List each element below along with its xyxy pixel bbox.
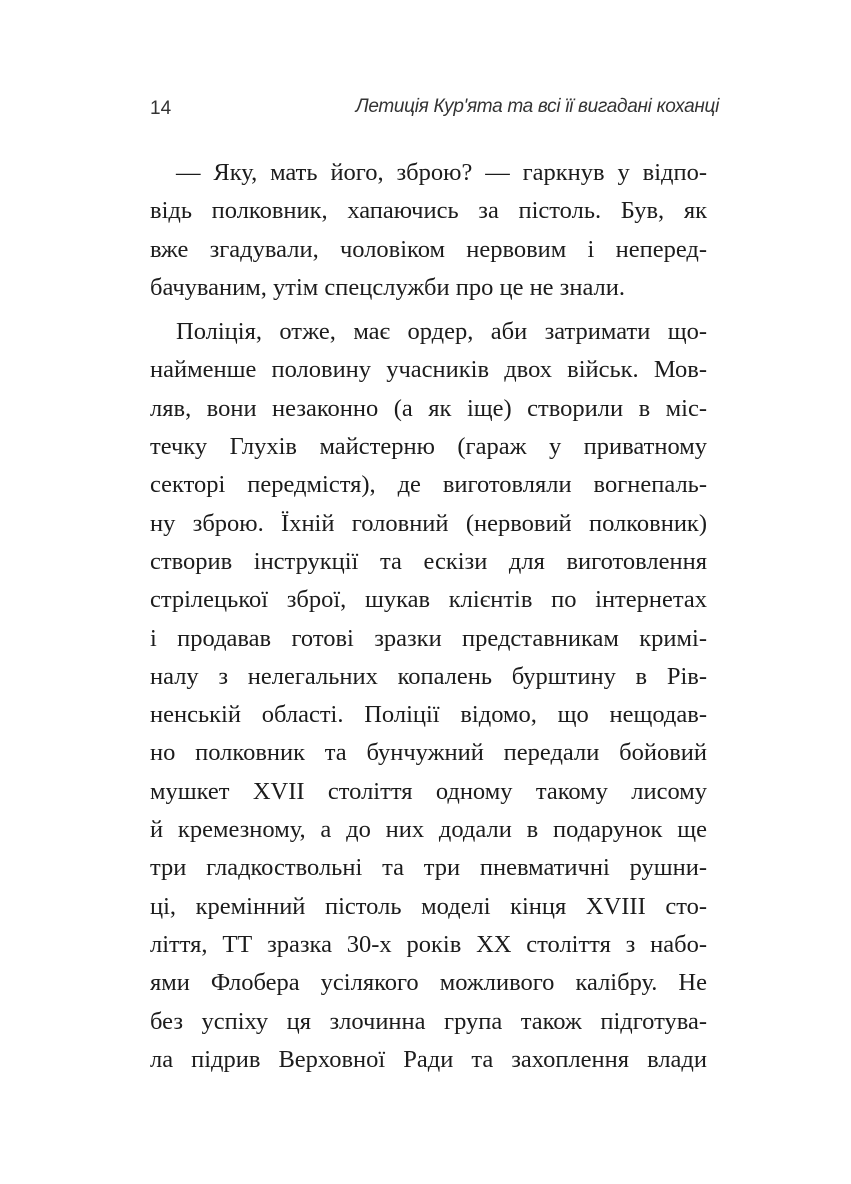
text-line: створив інструкції та ескізи для виготовлення <box>150 547 707 575</box>
text-line: і продавав готові зразки представникам кримі- <box>150 624 707 652</box>
text-line: ями Флобера усілякого можливого калібру. Не <box>150 969 707 997</box>
text-line: три гладкоствольні та три пневматичні рушни- <box>150 854 707 882</box>
text-line: ці, кремінний пістоль моделі кінця XVIII сто- <box>150 892 707 920</box>
text-line: бачуваним, утім спецслужби про це не знали. <box>150 273 626 301</box>
text-line: ла підрив Верховної Ради та захоплення влади <box>150 1045 707 1073</box>
text-line: ляв, вони незаконно (а як іще) створили в міс- <box>150 394 707 422</box>
running-head <box>150 96 719 126</box>
text-line: ліття, ТТ зразка 30-х років XX століття з набо- <box>150 930 707 958</box>
text-line: но полковник та бунчужний передали бойовий <box>150 739 707 767</box>
paragraph-2 <box>150 313 707 1079</box>
page-number: 14 <box>150 98 172 119</box>
text-line: секторі передмістя), де виготовляли вогнепаль- <box>150 471 707 499</box>
text-line: без успіху ця злочинна група також підготува- <box>150 1007 707 1035</box>
text-line: стрілецької зброї, шукав клієнтів по інтернетах <box>150 586 707 614</box>
text-line: й кремезному, а до них додали в подарунок ще <box>150 816 707 844</box>
text-line: течку Глухів майстерню (гараж у приватному <box>150 433 707 461</box>
text-line: налу з нелегальних копалень бурштину в Рів- <box>150 662 707 690</box>
body-text <box>150 154 707 1079</box>
text-line: Поліція, отже, має ордер, аби затримати що- <box>176 318 707 346</box>
text-line: — Яку, мать його, зброю? — гаркнув у відпо- <box>176 159 707 186</box>
text-line: найменше половину учасників двох військ. Мов- <box>150 356 707 384</box>
text-line: мушкет XVII століття одному такому лисому <box>150 777 707 805</box>
text-line: відь полковник, хапаючись за пістоль. Був, як <box>150 197 707 225</box>
book-title: Летиція Кур'ята та всі її вигадані коханці <box>355 96 719 117</box>
text-line: ну зброю. Їхній головний (нервовий полковник) <box>150 509 707 537</box>
text-line: ненській області. Поліції відомо, що нещодав- <box>150 701 707 729</box>
paragraph-1 <box>150 154 707 307</box>
text-line: вже згадували, чоловіком нервовим і неперед- <box>150 235 707 263</box>
